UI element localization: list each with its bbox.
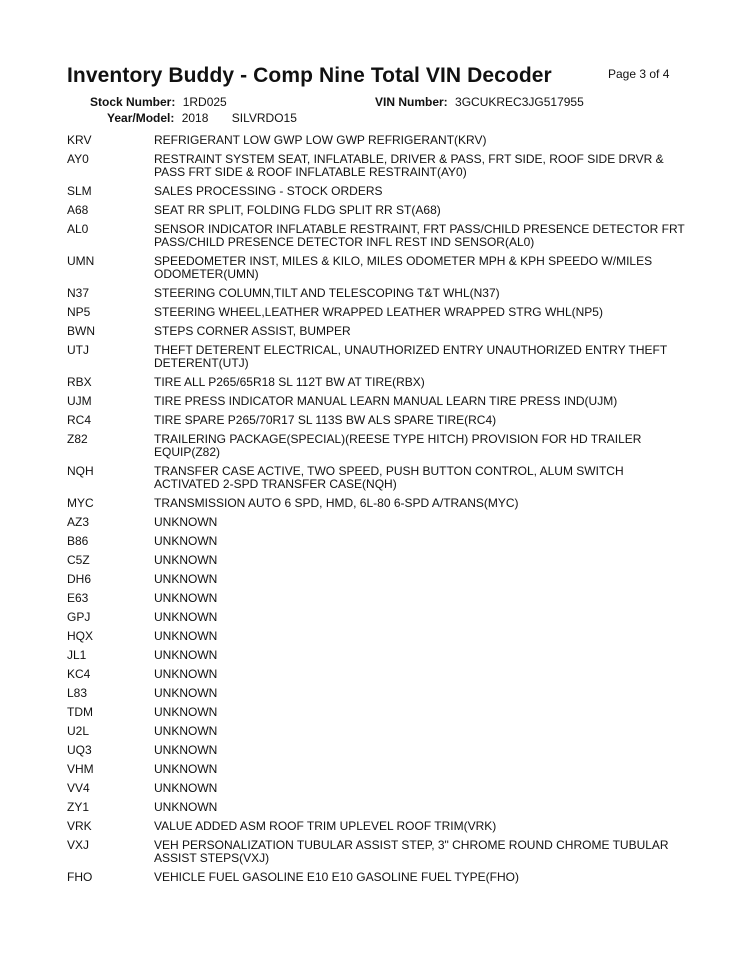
option-code: Z82 [67,432,88,446]
option-row [67,535,687,548]
option-code-list [67,134,687,890]
option-description: SPEEDOMETER INST, MILES & KILO, MILES ODOMETER MPH & KPH SPEEDO W/MILES ODOMETER(UMN) [154,254,653,281]
option-row [67,376,687,389]
option-row [67,344,687,370]
option-description: UNKNOWN [154,705,218,719]
vin-number-value: 3GCUKREC3JG517955 [455,95,584,109]
option-code: ZY1 [67,800,90,814]
option-row [67,185,687,198]
option-code: C5Z [67,553,90,567]
option-code: DH6 [67,572,92,586]
option-row [67,516,687,529]
option-description: UNKNOWN [154,629,218,643]
year-value: 2018 [181,111,209,125]
option-description: UNKNOWN [154,591,218,605]
option-row [67,820,687,833]
option-code: TDM [67,705,93,719]
option-code: GPJ [67,610,91,624]
option-code: RBX [67,375,92,389]
option-code: JL1 [67,648,87,662]
option-description: STEERING COLUMN,TILT AND TELESCOPING T&T WHL(N37) [154,286,500,300]
option-code: AY0 [67,152,89,166]
option-code: VRK [67,819,92,833]
option-code: KC4 [67,667,91,681]
option-row [67,801,687,814]
option-code: NQH [67,464,94,478]
option-code: AZ3 [67,515,90,529]
option-row [67,871,687,884]
option-description: STEPS CORNER ASSIST, BUMPER [154,324,351,338]
option-code: KRV [67,133,92,147]
option-row [67,554,687,567]
option-code: VXJ [67,838,90,852]
option-row [67,630,687,643]
stock-number [90,95,227,109]
option-description: VEHICLE FUEL GASOLINE E10 E10 GASOLINE FUEL TYPE(FHO) [154,870,520,884]
option-row [67,497,687,510]
stock-number-value: 1RD025 [182,95,227,109]
option-row [67,223,687,249]
option-code: BWN [67,324,95,338]
option-row [67,687,687,700]
option-code: UMN [67,254,95,268]
option-row [67,287,687,300]
option-description: UNKNOWN [154,686,218,700]
option-description: SEAT RR SPLIT, FOLDING FLDG SPLIT RR ST(A68) [154,203,441,217]
option-row [67,433,687,459]
option-description: UNKNOWN [154,762,218,776]
option-row [67,611,687,624]
option-row [67,573,687,586]
option-code: UJM [67,394,92,408]
vin-number [375,95,584,109]
option-description: THEFT DETERENT ELECTRICAL, UNAUTHORIZED ENTRY UNAUTHORIZED ENTRY THEFT DETERENT(UTJ) [154,343,667,370]
option-code: SLM [67,184,92,198]
option-description: TIRE ALL P265/65R18 SL 112T BW AT TIRE(RBX) [154,375,425,389]
option-code: N37 [67,286,90,300]
option-row [67,153,687,179]
option-code: NP5 [67,305,91,319]
option-row [67,465,687,491]
option-description: UNKNOWN [154,610,218,624]
option-row [67,839,687,865]
option-description: TRANSFER CASE ACTIVE, TWO SPEED, PUSH BUTTON CONTROL, ALUM SWITCH ACTIVATED 2-SPD TRANSFER CASE(NQH) [154,464,624,491]
year-model-label: Year/Model: [107,111,175,125]
option-description: REFRIGERANT LOW GWP LOW GWP REFRIGERANT(KRV) [154,133,487,147]
stock-number-label: Stock Number: [90,95,176,109]
option-code: HQX [67,629,94,643]
option-row [67,395,687,408]
option-description: SENSOR INDICATOR INFLATABLE RESTRAINT, FRT PASS/CHILD PRESENCE DETECTOR FRT PASS/CHILD PRESENCE DETECTOR INFL REST IND SENSOR(AL0) [154,222,685,249]
option-code: RC4 [67,413,92,427]
option-code: VHM [67,762,94,776]
option-code: UQ3 [67,743,92,757]
page-number: Page 3 of 4 [608,67,670,81]
option-code: FHO [67,870,93,884]
option-description: UNKNOWN [154,515,218,529]
option-description: VALUE ADDED ASM ROOF TRIM UPLEVEL ROOF TRIM(VRK) [154,819,497,833]
option-description: UNKNOWN [154,724,218,738]
page-title: Inventory Buddy - Comp Nine Total VIN Decoder [67,64,552,87]
option-row [67,414,687,427]
option-code: E63 [67,591,89,605]
option-row [67,134,687,147]
option-row [67,782,687,795]
vin-number-label: VIN Number: [375,95,448,109]
option-description: UNKNOWN [154,648,218,662]
option-row [67,668,687,681]
option-row [67,255,687,281]
option-code: B86 [67,534,89,548]
option-description: UNKNOWN [154,534,218,548]
option-row [67,649,687,662]
option-description: TRANSMISSION AUTO 6 SPD, HMD, 6L-80 6-SPD A/TRANS(MYC) [154,496,519,510]
option-code: MYC [67,496,94,510]
option-row [67,204,687,217]
option-row [67,306,687,319]
option-description: UNKNOWN [154,743,218,757]
option-description: TIRE PRESS INDICATOR MANUAL LEARN MANUAL LEARN TIRE PRESS IND(UJM) [154,394,618,408]
option-row [67,725,687,738]
option-code: AL0 [67,222,89,236]
option-code: VV4 [67,781,90,795]
option-description: UNKNOWN [154,781,218,795]
option-row [67,706,687,719]
option-description: UNKNOWN [154,572,218,586]
option-description: TRAILERING PACKAGE(SPECIAL)(REESE TYPE HITCH) PROVISION FOR HD TRAILER EQUIP(Z82) [154,432,642,459]
option-description: STEERING WHEEL,LEATHER WRAPPED LEATHER WRAPPED STRG WHL(NP5) [154,305,603,319]
model-value: SILVRDO15 [231,111,297,125]
option-row [67,763,687,776]
option-description: RESTRAINT SYSTEM SEAT, INFLATABLE, DRIVER & PASS, FRT SIDE, ROOF SIDE DRVR & PASS FRT SIDE & ROOF INFLATABLE RESTRAINT(AY0) [154,152,664,179]
option-row [67,325,687,338]
option-code: U2L [67,724,90,738]
option-code: A68 [67,203,89,217]
option-row [67,744,687,757]
option-description: TIRE SPARE P265/70R17 SL 113S BW ALS SPARE TIRE(RC4) [154,413,497,427]
option-row [67,592,687,605]
option-description: UNKNOWN [154,800,218,814]
option-description: SALES PROCESSING - STOCK ORDERS [154,184,383,198]
year-model [107,111,297,125]
option-description: UNKNOWN [154,667,218,681]
option-code: UTJ [67,343,89,357]
option-description: UNKNOWN [154,553,218,567]
option-code: L83 [67,686,88,700]
option-description: VEH PERSONALIZATION TUBULAR ASSIST STEP, 3" CHROME ROUND CHROME TUBULAR ASSIST STEPS(VXJ) [154,838,669,865]
